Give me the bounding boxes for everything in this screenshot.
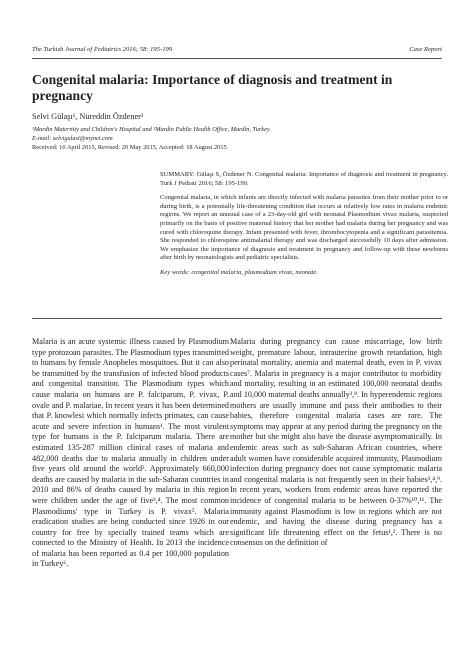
affiliation-text: ¹Mardin Maternity and Children's Hospital and ²Mardin Public Health Office, Mardin, Turkey. [32, 126, 271, 133]
body-column-left [32, 337, 229, 573]
summary-citation: SUMMARY: Gülaşı S, Özdener N. Congenital malaria: Importance of diagnosis and treatment in pregnancy. Turk J Pediatr 2016; 58: 195-199. [160, 171, 448, 187]
summary-block [160, 171, 448, 278]
body-paragraph: Malaria is an acute systemic illness caused by Plasmodium type protozoan parasites. The Plasmodium types transmitted to humans by female Anopheles mosquitoes. But it can also be transmitted by the transfusion of infected blood products and congenital transition. The Plasmodium types which cause malaria on humans are P. falciparum, P. vivax, P. ovale and P. malariae. In recent years it has been determined that P. knowlesi which normally infects primates, can cause acute and severe infection in humans¹. The most virulent type for humans is the P. falciparum malaria. There are estimated 135-287 million clinical cases of malaria and 482,000 deaths due to malaria annually in children under five years old around the world². Approximately 660,000 deaths are caused by malaria in the sub-Saharan countries in 2010 and 86% of deaths caused by malaria in this region were children under the age of five³,⁴. The most common Plasmodiums' type in Turkey is P. vivax⁵. Malaria eradication studies are being conducted since 1926 in our country for free by specially trained teams which are connected to the Ministry of Health. In 2013 the incidence of malaria has been reported as 0.4 per 100,000 population in Turkey⁶. [32, 337, 229, 569]
article-dates: Received: 10 April 2015, Revised: 20 May 2015, Accepted: 18 August 2015 [32, 144, 227, 151]
journal-citation: The Turkish Journal of Pediatrics 2016; 58: 195-199 [32, 46, 173, 53]
abstract-text: Congenital malaria, in which infants are directly infected with malaria parasites from their mother prior to or during birth, is a potentially life-threatening condition that occurs at relatively low rates in malaria endemic regions. We report an unusual case of a 23-day-old girl with neonatal Plasmodium vivax malaria, suspected primarily on the basis of positive maternal history that her mother had malaria during her pregnancy and was cured with chloroquine therapy. Infant presented with fever, thrombocytopenia and a significant parasitemia. She responded to chloroquine antimalarial therapy and was discharged successfully 10 days after admission. We emphasize the importance of diagnosis and treatment in pregnancy and follow-up with these newborns after birth by neonatologists and pediatric specialists. [160, 194, 448, 262]
keywords: Key words: congenital malaria, plasmodium vivax, neonate. [160, 268, 318, 276]
authors: Selvi Gülaşı¹, Nureddin Özdener² [32, 112, 144, 121]
body-column-right [230, 337, 442, 552]
affiliations [32, 126, 432, 144]
body-paragraph: Malaria during pregnancy can cause miscarriage, low birth weight, premature labour, intrauterine growth retardation, high perinatal mortality, anemia and maternal death, even in P. vivax cases⁷. Malaria in pregnancy is a major contributor to morbidity and mortality, resulting in an estimated 100,000 neonatal deaths and 10,000 maternal deaths annually³,⁸. In hyperendemic regions mothers are usually immune and pass their antibodies to their babies, therefore congenital malaria cases are rare. The symptoms may appear at any period during the pregnancy on the mother but she might also have the disease asymptomatically. In endemic areas such as sub-Saharan African countries, where adult women have considerable acquired immunity, Plasmodium infection during pregnancy does not cause symptomatic malaria and congenital malaria is not frequently seen in their babies³,⁴,⁹. In recent years, workers from endemic areas have reported the incidence of congenital malaria to be between 0-37%¹⁰,¹¹. The immunity against Plasmodium is low in regions which are not endemic, and having the disease during pregnancy has a significant life threatening effect on the fetus¹,². There is no consensus on the definition of [230, 337, 442, 548]
section-rule [32, 318, 442, 319]
article-title: Congenital malaria: Importance of diagnosis and treatment in pregnancy [32, 72, 393, 103]
article-type: Case Report [409, 46, 442, 53]
email-link[interactable]: E-mail: selvigulasi@mynet.com [32, 134, 113, 142]
header-rule [32, 58, 442, 59]
